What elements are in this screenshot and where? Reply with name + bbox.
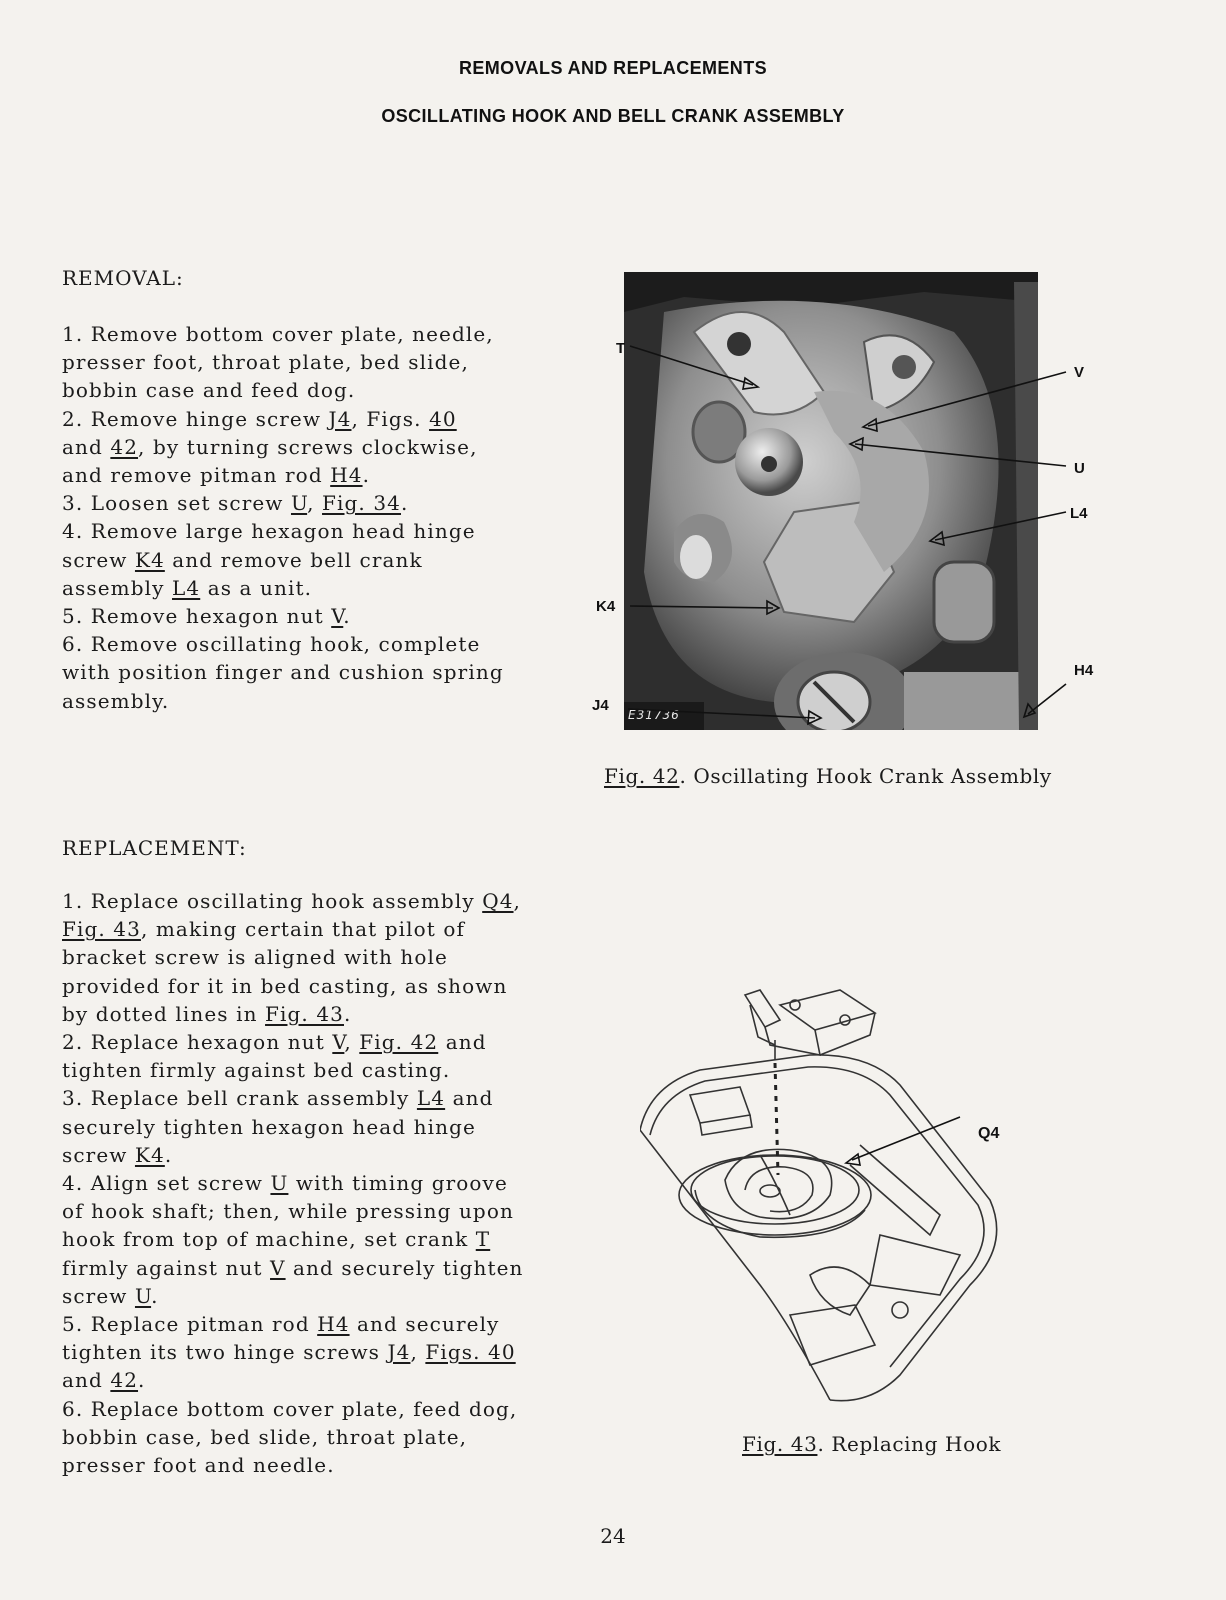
instruction-text: .	[138, 1368, 146, 1393]
instruction-text: tighten firmly against bed casting.	[62, 1058, 451, 1083]
part-reference: Fig. 42	[359, 1030, 439, 1055]
part-reference: Fig. 43	[265, 1001, 344, 1026]
instruction-line	[62, 1254, 524, 1282]
instruction-text: 2. Remove hinge screw	[62, 406, 329, 431]
instruction-text: , making certain that pilot of	[140, 917, 466, 942]
instruction-text: .	[362, 463, 371, 488]
instruction-line	[62, 1000, 524, 1028]
instruction-text: 6. Replace bottom cover plate, feed dog,	[62, 1396, 518, 1421]
instruction-text: and	[438, 1030, 487, 1055]
part-reference: L4	[172, 575, 201, 600]
instruction-line	[62, 1169, 524, 1197]
instruction-line	[62, 887, 524, 915]
instruction-text: as a unit.	[200, 575, 313, 600]
part-reference: H4	[317, 1312, 350, 1337]
instruction-text: .	[164, 1142, 173, 1167]
part-reference: Figs. 40	[425, 1340, 516, 1365]
part-reference: Q4	[482, 889, 514, 913]
instruction-text: , by turning screws clockwise,	[138, 434, 478, 459]
instruction-text: 6. Remove oscillating hook, complete	[62, 632, 481, 657]
part-reference: J4	[387, 1340, 411, 1365]
instruction-line	[62, 1423, 524, 1451]
fig43-drawing	[640, 985, 1040, 1415]
instruction-text: screw	[62, 1283, 135, 1308]
part-reference: J4	[328, 406, 352, 431]
instruction-text: and securely	[349, 1312, 500, 1337]
fig42-label-l4: L4	[1070, 505, 1088, 522]
fig42-caption	[604, 764, 1052, 788]
part-reference: 42	[110, 1368, 139, 1393]
instruction-text: of hook shaft; then, while pressing upon	[62, 1199, 514, 1224]
instruction-line	[62, 1084, 524, 1112]
instruction-text: assembly.	[62, 688, 170, 713]
fig43-caption-text: . Replacing Hook	[817, 1432, 1002, 1456]
instruction-line	[62, 943, 524, 971]
part-reference: 42	[110, 434, 139, 459]
fig42-label-j4: J4	[592, 697, 609, 714]
instruction-text: 5. Replace pitman rod	[62, 1312, 318, 1337]
instruction-line	[62, 1028, 524, 1056]
instruction-text: ,	[513, 889, 521, 913]
instruction-text: and securely tighten	[285, 1255, 524, 1280]
instruction-text: and	[62, 434, 111, 459]
instruction-text: presser foot, throat plate, bed slide,	[62, 350, 469, 375]
instruction-text: bobbin case and feed dog.	[62, 378, 356, 403]
part-reference: K4	[134, 547, 165, 572]
instruction-text: bracket screw is aligned with hole	[62, 945, 448, 970]
instruction-text: screw	[62, 547, 135, 572]
part-reference: U	[290, 491, 308, 516]
instruction-text: .	[400, 491, 409, 516]
instruction-text: and remove bell crank	[164, 547, 423, 572]
fig42-label-v: V	[1074, 364, 1085, 381]
page-header-line1: REMOVALS AND REPLACEMENTS	[458, 58, 767, 78]
instruction-text: and	[62, 1368, 111, 1393]
replacement-heading: REPLACEMENT:	[62, 836, 247, 860]
instruction-line	[62, 1395, 524, 1423]
replacement-steps	[62, 887, 524, 1479]
instruction-line	[62, 915, 524, 943]
instruction-line	[62, 1113, 524, 1141]
instruction-line	[62, 972, 524, 1000]
instruction-text: securely tighten hexagon head hinge	[62, 1114, 476, 1139]
fig43-caption-number: Fig. 43	[742, 1432, 818, 1456]
fig42-label-k4: K4	[596, 598, 616, 615]
part-reference: V	[332, 1030, 345, 1055]
instruction-line	[62, 1282, 524, 1310]
instruction-line	[62, 1451, 524, 1479]
instruction-text: 1. Replace oscillating hook assembly	[62, 889, 483, 913]
part-reference: H4	[330, 463, 363, 488]
instruction-text: screw	[62, 1142, 135, 1167]
fig43-label-q4: Q4	[978, 1125, 1000, 1142]
instruction-text: and	[445, 1086, 494, 1111]
instruction-line	[62, 1310, 524, 1338]
part-reference: T	[475, 1227, 491, 1252]
part-reference: Fig. 34	[322, 491, 401, 516]
page-number: 24	[600, 1524, 626, 1548]
instruction-line	[62, 1197, 524, 1225]
instruction-line	[62, 1056, 524, 1084]
instruction-text: 1. Remove bottom cover plate, needle,	[62, 322, 494, 346]
instruction-text: 2. Replace hexagon nut	[62, 1030, 333, 1055]
instruction-text: assembly	[62, 575, 173, 600]
fig42-caption-number: Fig. 42	[604, 764, 680, 788]
instruction-line	[62, 1338, 524, 1366]
part-reference: Fig. 43	[62, 917, 141, 942]
part-reference: K4	[134, 1142, 165, 1167]
instruction-text: .	[151, 1283, 159, 1308]
instruction-text: ,	[307, 491, 323, 516]
fig42-caption-text: . Oscillating Hook Crank Assembly	[679, 764, 1052, 788]
part-reference: 40	[429, 406, 457, 431]
photo-stamp: E31736	[628, 708, 680, 722]
part-reference: L4	[416, 1086, 446, 1111]
fig43-caption	[742, 1432, 1001, 1456]
fig42-label-h4: H4	[1074, 662, 1094, 679]
instruction-line	[62, 1366, 524, 1394]
instruction-line	[62, 1141, 524, 1169]
instruction-text: .	[343, 604, 351, 629]
instruction-text: presser foot and needle.	[62, 1453, 335, 1478]
instruction-text: 3. Loosen set screw	[62, 491, 291, 516]
instruction-text: , Figs.	[351, 406, 430, 431]
instruction-text: with position finger and cushion spring	[62, 660, 504, 685]
instruction-text: by dotted lines in	[62, 1001, 266, 1026]
instruction-text: 3. Replace bell crank assembly	[62, 1086, 417, 1111]
instruction-text: ,	[344, 1030, 360, 1055]
instruction-text: with timing groove	[288, 1171, 508, 1196]
instruction-text: provided for it in bed casting, as shown	[62, 973, 508, 998]
page-header-line2: OSCILLATING HOOK AND BELL CRANK ASSEMBLY	[381, 106, 845, 126]
instruction-text: .	[344, 1001, 352, 1026]
instruction-text: firmly against nut	[62, 1255, 271, 1280]
instruction-text: bobbin case, bed slide, throat plate,	[62, 1424, 468, 1449]
part-reference: U	[134, 1283, 152, 1308]
instruction-text: 5. Remove hexagon nut	[62, 604, 332, 629]
part-reference: U	[270, 1171, 289, 1196]
instruction-text: hook from top of machine, set crank	[62, 1227, 476, 1252]
part-reference: V	[331, 604, 344, 629]
instruction-text: 4. Remove large hexagon head hinge	[62, 519, 476, 544]
fig42-label-u: U	[1074, 460, 1085, 477]
instruction-line	[62, 1225, 524, 1253]
instruction-text: ,	[410, 1340, 426, 1365]
instruction-text: 4. Align set screw	[62, 1171, 271, 1196]
fig42-label-t: T	[616, 340, 626, 357]
instruction-text: tighten its two hinge screws	[62, 1340, 388, 1365]
removal-heading: REMOVAL:	[62, 266, 184, 290]
instruction-text: and remove pitman rod	[62, 463, 331, 488]
part-reference: V	[270, 1255, 286, 1280]
